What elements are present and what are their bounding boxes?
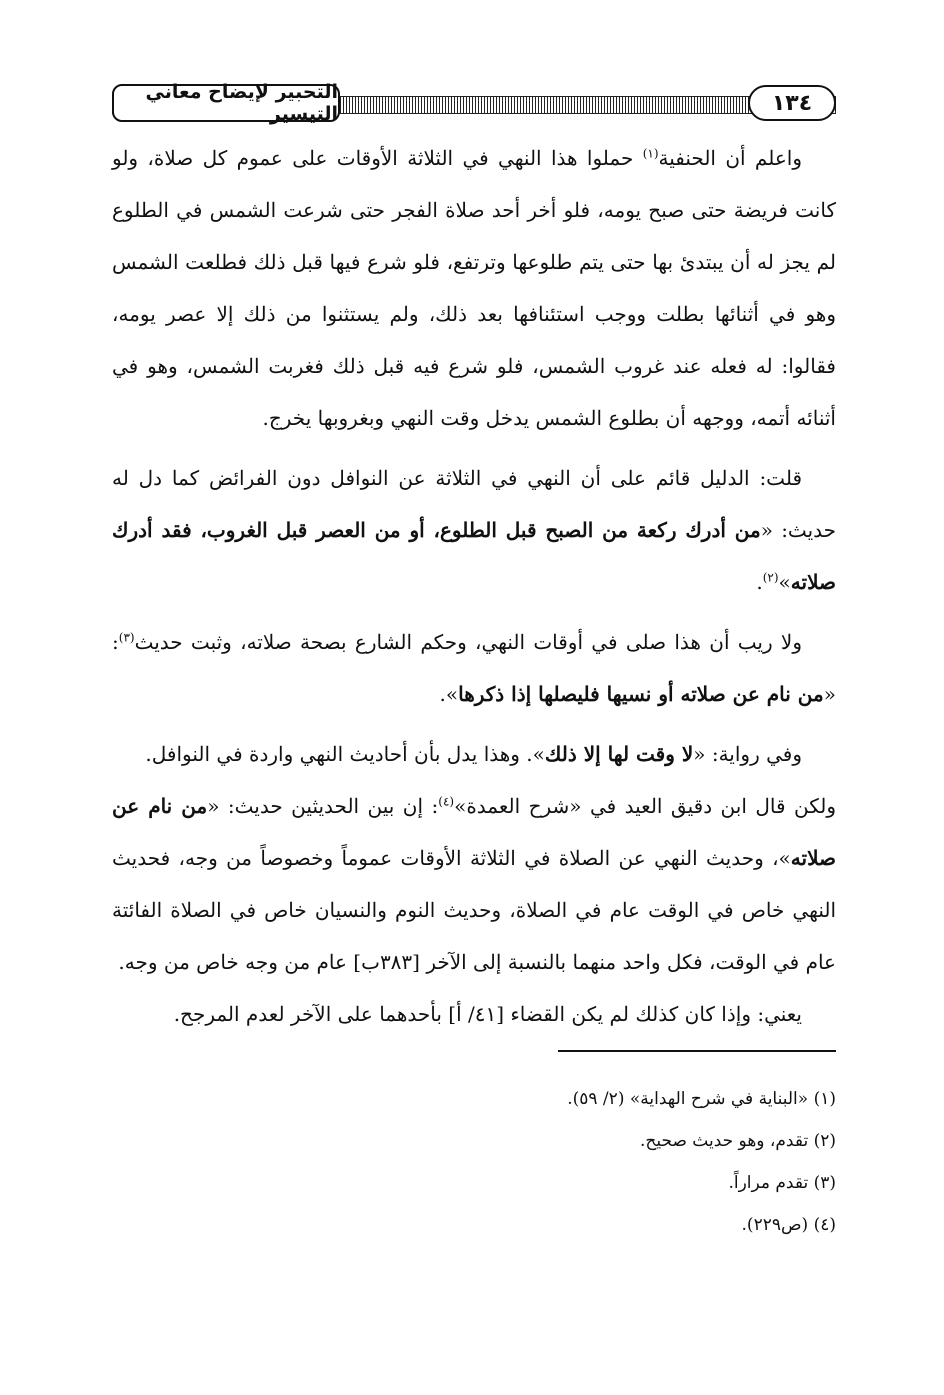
text-run: ولكن قال ابن دقيق العيد في «شرح العمدة» [454,794,836,818]
footnote-1: (١) «البناية في شرح الهداية» (٢/ ٥٩). [567,1089,836,1109]
text-run: »، وحديث النهي عن الصلاة في الثلاثة الأوقات عموماً وخصوصاً من وجه، فحديث النهي خاص في الوقت عام في الصلاة، وحديث النوم والنسيان خاص في الصلاة الفائتة عام في الوقت، فكل واحد منهما بالنسبة إلى الآخر [٣٨٣ب] عام من وجه خاص من وجه. [112,846,836,974]
hadith-quote: من نام عن صلاته [112,794,836,870]
text-run: وفي رواية: « [693,742,802,766]
text-run: » [778,570,791,594]
text-run: . [756,570,763,594]
paragraph-3 [112,616,836,720]
page-number: ١٣٤ [748,85,836,121]
footnote-ref-1: (١) [642,146,659,161]
paragraph-4 [112,728,836,780]
footnote-3: (٣) تقدم مراراً. [728,1173,836,1193]
paragraph-2 [112,452,836,608]
book-title: التحبير لإيضاح معاني التيسير [112,84,340,122]
footnote-ref-4: (٤) [438,794,455,809]
text-run: ». وهذا يدل بأن أحاديث النهي واردة في النوافل. [145,742,545,766]
hadith-quote: من نام عن صلاته أو نسيها فليصلها إذا ذكرها [458,682,824,706]
main-text [112,132,836,1040]
text-run: واعلم أن الحنفية [658,146,802,170]
footnote-ref-2: (٢) [762,570,779,585]
footnote-4: (٤) (ص٢٢٩). [741,1215,836,1235]
text-run: : « [112,630,836,706]
text-run: ». [439,682,459,706]
hadith-quote: لا وقت لها إلا ذلك [544,742,694,766]
page-header [112,81,836,125]
hadith-quote: من أدرك ركعة من الصبح قبل الطلوع، أو من العصر قبل الغروب، فقد أدرك صلاته [112,518,836,594]
text-run: قلت: الدليل قائم على أن النهي في الثلاثة عن النوافل دون الفرائض كما دل له حديث: « [112,466,836,542]
footnote-2: (٢) تقدم، وهو حديث صحيح. [639,1131,836,1151]
paragraph-6 [112,988,836,1040]
footnotes [276,1078,836,1246]
paragraph-5 [112,780,836,988]
footnote-ref-3: (٣) [118,630,135,645]
paragraph-1 [112,132,836,444]
text-run: حملوا هذا النهي في الثلاثة الأوقات على عموم كل صلاة، ولو كانت فريضة حتى صبح يومه، فلو أخر أحد صلاة الفجر حتى شرعت الشمس في الطلوع لم يجز له أن يبتدئ بها حتى يتم طلوعها وترتفع، فلو شرع فيها قبل ذلك فطلعت الشمس وهو في أثنائها بطلت ووجب استئنافها بعد ذلك، ولم يستثنوا من ذلك إلا عصر يومه، فقالوا: له فعله عند غروب الشمس، فلو شرع فيه قبل ذلك فغربت الشمس، وهو في أثنائه أتمه، ووجهه أن بطلوع الشمس يدخل وقت النهي وبغروبها يخرج. [112,146,836,430]
text-run: : إن بين الحديثين حديث: « [207,794,439,818]
text-run: يعني: وإذا كان كذلك لم يكن القضاء [٤١/ أ] بأحدهما على الآخر لعدم المرجح. [173,1002,802,1026]
text-run: ولا ريب أن هذا صلى في أوقات النهي، وحكم الشارع بصحة صلاته، وثبت حديث [134,630,802,654]
footnote-separator [558,1050,836,1052]
